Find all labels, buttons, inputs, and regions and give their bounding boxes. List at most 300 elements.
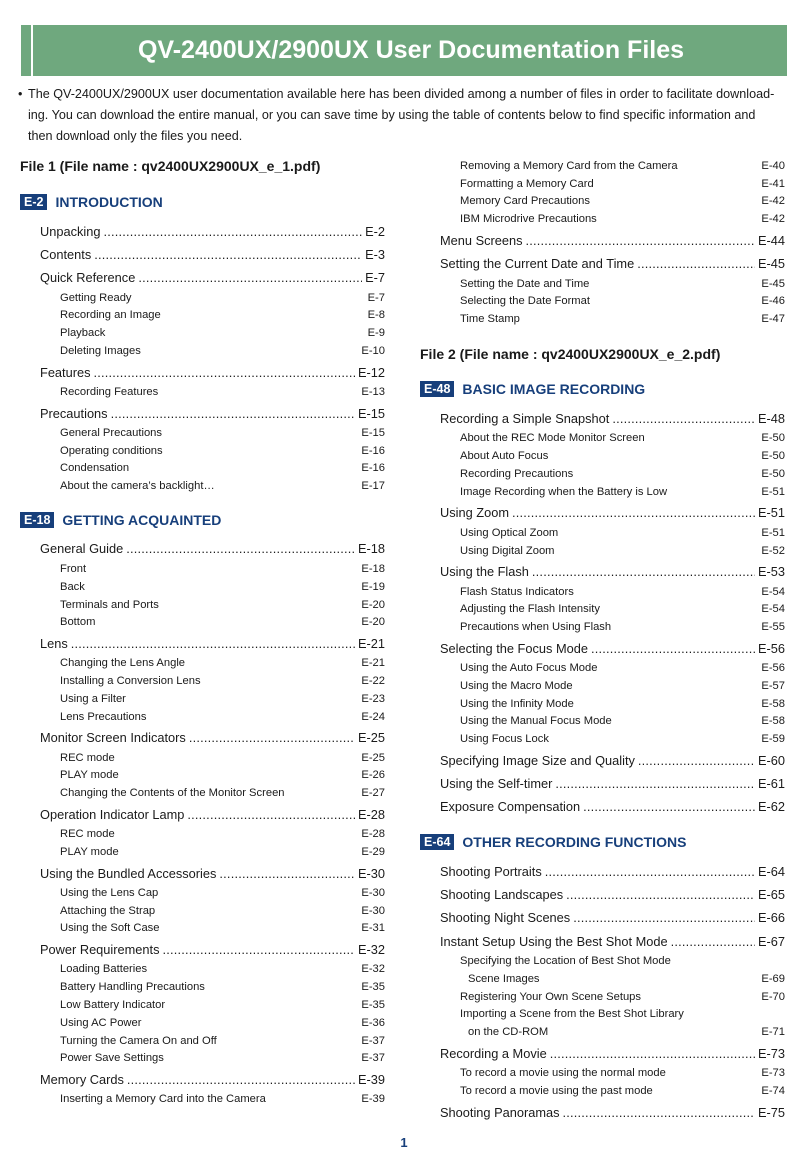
toc-leader xyxy=(552,732,758,746)
toc-entry-text: Using the Manual Focus Mode xyxy=(460,715,612,727)
section-badge: E-2 xyxy=(20,194,47,210)
toc-entry-page: E-15 xyxy=(361,427,385,439)
toc-entry-text: Inserting a Memory Card into the Camera xyxy=(60,1093,266,1105)
toc-entry-page: E-18 xyxy=(361,563,385,575)
toc-subentry[interactable] xyxy=(60,786,385,800)
toc-entry[interactable] xyxy=(440,256,785,272)
toc-entry-page: E-20 xyxy=(361,599,385,611)
toc-subentry[interactable] xyxy=(60,962,385,976)
toc-entry[interactable] xyxy=(40,1072,385,1088)
intro-line-2: ing. You can download the entire manual, or you can save time by using the table of contents below to find specific information and xyxy=(28,108,756,122)
toc-entry-text: Exposure Compensation xyxy=(440,799,581,814)
toc-leader xyxy=(591,641,755,657)
toc-subentry[interactable] xyxy=(460,544,785,558)
toc-leader xyxy=(593,194,758,208)
toc-entry-page: E-8 xyxy=(367,309,385,321)
toc-leader xyxy=(637,256,755,272)
toc-entry-page: E-61 xyxy=(757,776,785,791)
toc-subentry[interactable] xyxy=(468,972,785,986)
toc-entry-page: E-2 xyxy=(365,224,385,239)
toc-subentry[interactable] xyxy=(460,602,785,616)
toc-entry-page: E-70 xyxy=(761,991,785,1003)
toc-entry-text: Low Battery Indicator xyxy=(60,999,166,1011)
toc-entry-page: E-42 xyxy=(761,213,785,225)
intro-line-3: then download only the files you need. xyxy=(28,129,243,143)
toc-leader xyxy=(563,1105,755,1121)
toc-subentry[interactable] xyxy=(460,1066,785,1080)
toc-entry-page: E-16 xyxy=(361,445,385,457)
intro-paragraph xyxy=(18,84,790,147)
toc-entry-page: E-32 xyxy=(361,963,385,975)
toc-entry-page: E-52 xyxy=(761,545,785,557)
toc-entry-text: Recording an Image xyxy=(60,309,161,321)
toc-entry-page: E-41 xyxy=(761,178,785,190)
toc-entry-page: E-12 xyxy=(357,365,385,380)
toc-entry[interactable] xyxy=(40,807,385,823)
toc-subentry[interactable] xyxy=(460,177,785,191)
toc-subentry[interactable] xyxy=(60,308,385,322)
toc-leader xyxy=(600,212,759,226)
toc-subentry[interactable] xyxy=(60,598,385,612)
toc-leader xyxy=(526,233,755,249)
toc-entry-page: E-39 xyxy=(361,1093,385,1105)
toc-leader xyxy=(122,845,359,859)
toc-subentry[interactable] xyxy=(460,990,785,1004)
toc-entry-page: E-25 xyxy=(361,752,385,764)
toc-entry-text: Turning the Camera On and Off xyxy=(60,1035,217,1047)
toc-entry-page: E-57 xyxy=(761,680,785,692)
toc-entry-text: Scene Images xyxy=(468,973,540,985)
toc-entry-page: E-19 xyxy=(361,581,385,593)
toc-entry[interactable] xyxy=(440,1046,785,1062)
toc-entry-text: Using the Flash xyxy=(440,564,529,579)
toc-entry-page: E-56 xyxy=(757,641,785,656)
toc-entry-text: Registering Your Own Scene Setups xyxy=(460,991,641,1003)
toc-subentry[interactable] xyxy=(60,291,385,305)
toc-subentry[interactable] xyxy=(460,661,785,675)
toc-subentry[interactable] xyxy=(460,294,785,308)
toc-subentry[interactable] xyxy=(60,827,385,841)
toc-subentry[interactable] xyxy=(60,845,385,859)
toc-subentry[interactable] xyxy=(460,732,785,746)
toc-subentry[interactable] xyxy=(460,312,785,326)
toc-entry-page: E-30 xyxy=(357,866,385,881)
toc-entry-page: E-31 xyxy=(361,922,385,934)
toc-leader xyxy=(674,954,782,968)
toc-subentry[interactable] xyxy=(60,426,385,440)
toc-entry-page: E-51 xyxy=(761,527,785,539)
toc-leader xyxy=(161,886,358,900)
toc-leader xyxy=(132,461,358,475)
toc-entry-text: Flash Status Indicators xyxy=(460,586,574,598)
toc-leader xyxy=(592,277,758,291)
toc-subentry[interactable] xyxy=(60,886,385,900)
toc-entry-text: Attaching the Strap xyxy=(60,905,156,917)
toc-entry-page: E-50 xyxy=(761,468,785,480)
toc-entry-text: Using Zoom xyxy=(440,505,509,520)
toc-entry-text: Using the Self-timer xyxy=(440,776,553,791)
toc-entry-text: Bottom xyxy=(60,616,96,628)
section-basic-image-recording xyxy=(420,380,645,398)
toc-entry-page: E-36 xyxy=(361,1017,385,1029)
toc-subentry[interactable] xyxy=(60,980,385,994)
toc-leader xyxy=(577,697,759,711)
toc-entry[interactable] xyxy=(40,247,385,263)
toc-entry-text: Lens Precautions xyxy=(60,711,147,723)
toc-entry-text: Unpacking xyxy=(40,224,101,239)
toc-subentry[interactable] xyxy=(60,479,385,493)
toc-entry-page: E-65 xyxy=(757,887,785,902)
toc-leader xyxy=(204,674,359,688)
toc-subentry[interactable] xyxy=(460,467,785,481)
toc-leader xyxy=(644,990,758,1004)
toc-leader xyxy=(614,620,758,634)
toc-entry-text: Changing the Lens Angle xyxy=(60,657,186,669)
toc-entry-text: Terminals and Ports xyxy=(60,599,159,611)
toc-entry-page: E-73 xyxy=(757,1046,785,1061)
toc-entry-text: Recording Features xyxy=(60,386,159,398)
toc-entry-text: Shooting Panoramas xyxy=(440,1105,560,1120)
toc-entry-page: E-28 xyxy=(361,828,385,840)
toc-leader xyxy=(149,710,358,724)
toc-entry-page: E-40 xyxy=(761,160,785,172)
toc-entry-page: E-47 xyxy=(761,313,785,325)
toc-entry-text: To record a movie using the past mode xyxy=(460,1085,653,1097)
toc-entry-text: Using the Infinity Mode xyxy=(460,698,574,710)
toc-entry-text: Using a Filter xyxy=(60,693,126,705)
toc-subentry[interactable] xyxy=(60,921,385,935)
toc-subentry[interactable] xyxy=(460,954,785,968)
toc-leader xyxy=(671,934,755,950)
toc-leader xyxy=(612,411,755,427)
toc-entry[interactable] xyxy=(440,864,785,880)
toc-entry[interactable] xyxy=(40,541,385,557)
toc-leader xyxy=(122,768,359,782)
toc-leader xyxy=(532,564,755,580)
toc-entry-page: E-45 xyxy=(761,278,785,290)
toc-subentry[interactable] xyxy=(460,277,785,291)
toc-entry-page: E-44 xyxy=(757,233,785,248)
toc-entry-page: E-50 xyxy=(761,432,785,444)
toc-entry[interactable] xyxy=(40,365,385,381)
toc-entry-text: Getting Ready xyxy=(60,292,132,304)
toc-subentry[interactable] xyxy=(460,159,785,173)
toc-leader xyxy=(669,1066,759,1080)
toc-subentry[interactable] xyxy=(60,615,385,629)
toc-entry[interactable] xyxy=(40,270,385,286)
toc-entry-text: About Auto Focus xyxy=(460,450,549,462)
toc-subentry[interactable] xyxy=(460,679,785,693)
section-other-recording-functions xyxy=(420,833,686,851)
section-badge: E-18 xyxy=(20,512,54,528)
toc-subentry[interactable] xyxy=(460,526,785,540)
toc-leader xyxy=(566,887,755,903)
toc-entry-page: E-20 xyxy=(361,616,385,628)
toc-leader xyxy=(523,312,758,326)
toc-subentry[interactable] xyxy=(60,385,385,399)
toc-entry-page: E-59 xyxy=(761,733,785,745)
toc-leader xyxy=(545,864,755,880)
toc-subentry[interactable] xyxy=(460,485,785,499)
toc-leader xyxy=(168,998,358,1012)
toc-leader xyxy=(127,1072,355,1088)
toc-entry-text: Instant Setup Using the Best Shot Mode xyxy=(440,934,668,949)
toc-leader xyxy=(71,636,355,652)
toc-entry-page: E-24 xyxy=(361,711,385,723)
toc-entry-text: REC mode xyxy=(60,828,115,840)
toc-entry-page: E-58 xyxy=(761,715,785,727)
toc-leader xyxy=(269,1092,359,1106)
toc-leader xyxy=(220,1034,359,1048)
toc-subentry[interactable] xyxy=(460,1084,785,1098)
toc-entry-text: Lens xyxy=(40,636,68,651)
toc-subentry[interactable] xyxy=(60,768,385,782)
toc-subentry[interactable] xyxy=(60,710,385,724)
toc-subentry[interactable] xyxy=(460,714,785,728)
toc-entry-text: Quick Reference xyxy=(40,270,136,285)
toc-entry-page: E-51 xyxy=(757,505,785,520)
toc-entry-text: Selecting the Focus Mode xyxy=(440,641,588,656)
toc-leader xyxy=(597,177,759,191)
toc-entry-page: E-27 xyxy=(361,787,385,799)
toc-leader xyxy=(600,661,758,675)
toc-entry-text: Specifying the Location of Best Shot Mode xyxy=(460,955,671,967)
toc-entry-page: E-39 xyxy=(357,1072,385,1087)
toc-leader xyxy=(144,1016,358,1030)
toc-entry[interactable] xyxy=(440,233,785,249)
toc-entry[interactable] xyxy=(440,934,785,950)
toc-entry-text: Using the Macro Mode xyxy=(460,680,573,692)
toc-entry-page: E-22 xyxy=(361,675,385,687)
toc-entry-text: Using Optical Zoom xyxy=(460,527,559,539)
toc-entry-page: E-51 xyxy=(761,486,785,498)
banner-stripe xyxy=(31,25,33,76)
toc-entry-text: Setting the Current Date and Time xyxy=(440,256,635,271)
toc-entry-page: E-71 xyxy=(761,1026,785,1038)
toc-leader xyxy=(144,344,359,358)
toc-subentry[interactable] xyxy=(60,326,385,340)
toc-leader xyxy=(656,1084,759,1098)
toc-leader xyxy=(94,247,362,263)
toc-entry[interactable] xyxy=(40,866,385,882)
toc-entry-page: E-55 xyxy=(761,621,785,633)
toc-subentry[interactable] xyxy=(60,580,385,594)
toc-leader xyxy=(648,431,759,445)
toc-entry-text: Memory Cards xyxy=(40,1072,124,1087)
toc-entry-text: General Precautions xyxy=(60,427,162,439)
toc-entry-text: Using the Bundled Accessories xyxy=(40,866,217,881)
toc-leader xyxy=(135,291,365,305)
toc-leader xyxy=(126,541,355,557)
toc-entry[interactable] xyxy=(440,1105,785,1121)
toc-subentry[interactable] xyxy=(460,194,785,208)
toc-entry-page: E-46 xyxy=(761,295,785,307)
toc-leader xyxy=(189,730,355,746)
toc-entry-text: Power Requirements xyxy=(40,942,160,957)
toc-leader xyxy=(150,962,358,976)
toc-entry-page: E-53 xyxy=(757,564,785,579)
toc-entry-text: Loading Batteries xyxy=(60,963,148,975)
toc-leader xyxy=(165,426,358,440)
toc-entry-page: E-7 xyxy=(367,292,385,304)
toc-leader xyxy=(187,807,355,823)
toc-entry-page: E-75 xyxy=(757,1105,785,1120)
toc-entry[interactable] xyxy=(40,224,385,240)
toc-subentry[interactable] xyxy=(60,1034,385,1048)
toc-entry-text: Operation Indicator Lamp xyxy=(40,807,185,822)
toc-leader xyxy=(638,753,755,769)
toc-leader xyxy=(162,598,358,612)
toc-subentry[interactable] xyxy=(60,444,385,458)
toc-entry-page: E-45 xyxy=(757,256,785,271)
toc-subentry[interactable] xyxy=(60,674,385,688)
toc-entry[interactable] xyxy=(440,799,785,815)
section-title: INTRODUCTION xyxy=(55,194,163,210)
toc-leader xyxy=(161,385,358,399)
toc-entry-text: About the REC Mode Monitor Screen xyxy=(460,432,645,444)
toc-leader xyxy=(577,585,759,599)
toc-subentry[interactable] xyxy=(460,697,785,711)
toc-leader xyxy=(576,679,759,693)
toc-entry[interactable] xyxy=(40,730,385,746)
toc-entry-text: Condensation xyxy=(60,462,130,474)
toc-subentry[interactable] xyxy=(60,904,385,918)
toc-entry[interactable] xyxy=(440,753,785,769)
toc-leader xyxy=(670,485,758,499)
section-title: BASIC IMAGE RECORDING xyxy=(462,381,646,397)
toc-entry-text: Precautions when Using Flash xyxy=(460,621,612,633)
toc-entry-page: E-60 xyxy=(757,753,785,768)
toc-entry[interactable] xyxy=(440,411,785,427)
page-title: QV-2400UX/2900UX User Documentation Files xyxy=(137,36,685,64)
toc-leader xyxy=(158,904,358,918)
toc-entry-text: Using the Lens Cap xyxy=(60,887,159,899)
toc-entry[interactable] xyxy=(440,641,785,657)
toc-entry-text: Formatting a Memory Card xyxy=(460,178,594,190)
toc-entry-text: Back xyxy=(60,581,85,593)
toc-entry[interactable] xyxy=(440,505,785,521)
toc-entry-page: E-58 xyxy=(761,698,785,710)
toc-entry-page: E-9 xyxy=(367,327,385,339)
toc-leader xyxy=(118,827,359,841)
toc-leader xyxy=(219,866,355,882)
toc-entry[interactable] xyxy=(440,564,785,580)
toc-subentry[interactable] xyxy=(468,1025,785,1039)
toc-leader xyxy=(163,942,355,958)
toc-leader xyxy=(561,526,758,540)
toc-leader xyxy=(551,449,758,463)
toc-entry[interactable] xyxy=(40,406,385,422)
toc-entry-text: Operating conditions xyxy=(60,445,163,457)
toc-entry[interactable] xyxy=(40,636,385,652)
toc-entry-text: Setting the Date and Time xyxy=(460,278,590,290)
toc-leader xyxy=(94,365,355,381)
toc-entry-page: E-62 xyxy=(757,799,785,814)
toc-entry-page: E-74 xyxy=(761,1085,785,1097)
toc-subentry[interactable] xyxy=(60,344,385,358)
toc-entry-text: Image Recording when the Battery is Low xyxy=(460,486,668,498)
toc-leader xyxy=(558,544,759,558)
toc-leader xyxy=(615,714,759,728)
toc-entry-text: Shooting Portraits xyxy=(440,864,542,879)
toc-leader xyxy=(138,270,362,286)
toc-subentry[interactable] xyxy=(60,998,385,1012)
toc-entry-page: E-28 xyxy=(357,807,385,822)
toc-leader xyxy=(551,1025,758,1039)
bullet: • xyxy=(18,87,23,101)
toc-entry-text: Shooting Night Scenes xyxy=(440,910,571,925)
toc-entry-text: Specifying Image Size and Quality xyxy=(440,753,635,768)
toc-subentry[interactable] xyxy=(460,1007,785,1021)
toc-subentry[interactable] xyxy=(460,620,785,634)
toc-leader xyxy=(603,602,758,616)
toc-subentry[interactable] xyxy=(60,751,385,765)
toc-entry-text: Changing the Contents of the Monitor Screen xyxy=(60,787,285,799)
toc-leader xyxy=(89,562,358,576)
toc-subentry[interactable] xyxy=(60,656,385,670)
toc-entry-page: E-17 xyxy=(361,480,385,492)
toc-entry-text: Recording Precautions xyxy=(460,468,574,480)
toc-entry-page: E-69 xyxy=(761,973,785,985)
toc-entry-text: Menu Screens xyxy=(440,233,523,248)
toc-entry-page: E-16 xyxy=(361,462,385,474)
toc-subentry[interactable] xyxy=(460,431,785,445)
toc-entry-text: Recording a Simple Snapshot xyxy=(440,411,610,426)
toc-entry-text: Using Digital Zoom xyxy=(460,545,555,557)
toc-entry-page: E-67 xyxy=(757,934,785,949)
toc-entry-page: E-37 xyxy=(361,1052,385,1064)
toc-entry-text: Deleting Images xyxy=(60,345,141,357)
toc-entry-page: E-7 xyxy=(365,270,385,285)
toc-entry[interactable] xyxy=(440,910,785,926)
toc-subentry[interactable] xyxy=(460,212,785,226)
toc-entry-page: E-29 xyxy=(361,846,385,858)
toc-entry-text: Using AC Power xyxy=(60,1017,142,1029)
toc-subentry[interactable] xyxy=(60,562,385,576)
toc-entry-text: Front xyxy=(60,563,87,575)
toc-leader xyxy=(118,751,359,765)
toc-entry-text: Adjusting the Flash Intensity xyxy=(460,603,600,615)
toc-subentry[interactable] xyxy=(60,461,385,475)
toc-subentry[interactable] xyxy=(60,692,385,706)
toc-entry-text: Features xyxy=(40,365,91,380)
toc-leader xyxy=(583,799,755,815)
toc-entry-page: E-10 xyxy=(361,345,385,357)
toc-entry-page: E-32 xyxy=(357,942,385,957)
toc-entry-text: Monitor Screen Indicators xyxy=(40,730,186,745)
toc-subentry[interactable] xyxy=(460,449,785,463)
toc-subentry[interactable] xyxy=(60,1092,385,1106)
toc-entry-page: E-56 xyxy=(761,662,785,674)
toc-leader xyxy=(687,1007,782,1021)
toc-subentry[interactable] xyxy=(60,1016,385,1030)
toc-entry[interactable] xyxy=(440,776,785,792)
toc-entry-page: E-54 xyxy=(761,586,785,598)
toc-entry-page: E-30 xyxy=(361,887,385,899)
toc-leader xyxy=(681,159,759,173)
toc-entry-page: E-48 xyxy=(757,411,785,426)
toc-subentry[interactable] xyxy=(460,585,785,599)
toc-leader xyxy=(208,980,358,994)
toc-entry-page: E-35 xyxy=(361,981,385,993)
toc-entry-page: E-13 xyxy=(361,386,385,398)
toc-leader xyxy=(573,910,755,926)
toc-subentry[interactable] xyxy=(60,1051,385,1065)
toc-entry[interactable] xyxy=(440,887,785,903)
toc-entry-page: E-3 xyxy=(365,247,385,262)
toc-entry-text: Using the Soft Case xyxy=(60,922,160,934)
toc-entry[interactable] xyxy=(40,942,385,958)
